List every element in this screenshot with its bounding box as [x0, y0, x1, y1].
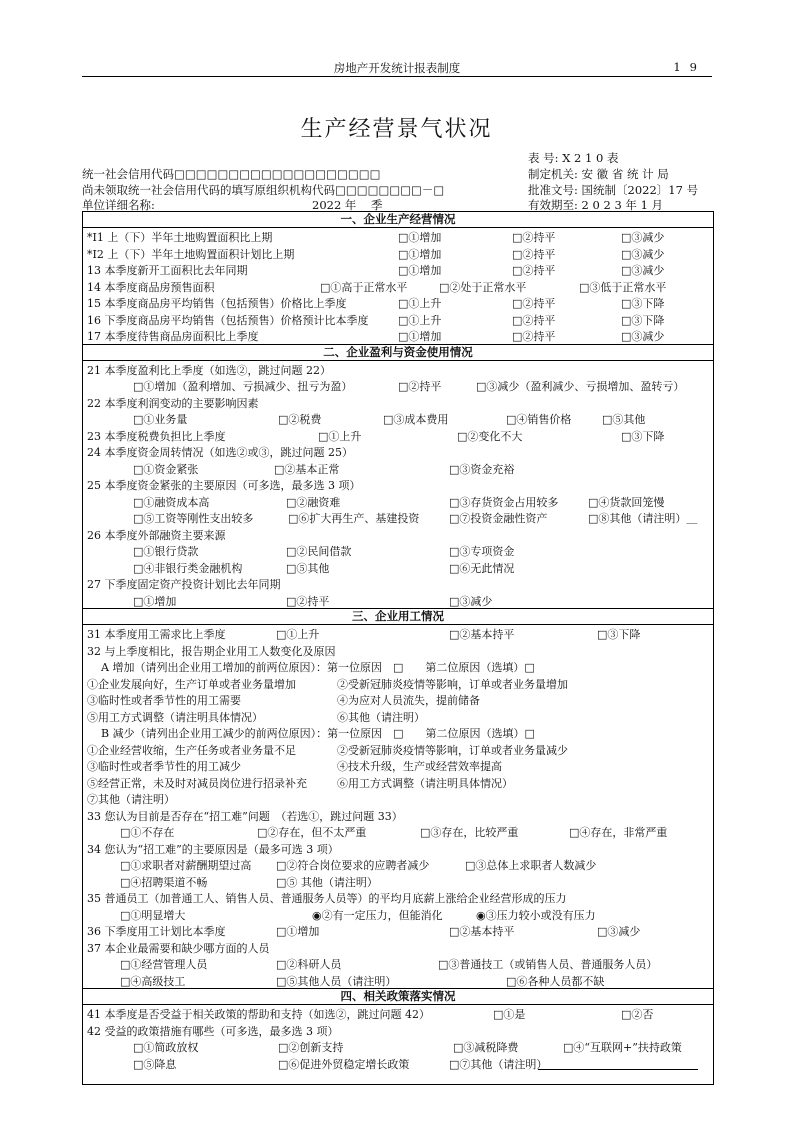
question-row: [83, 245, 713, 262]
question-row: [83, 823, 713, 840]
option-checkbox[interactable]: □②持平: [512, 297, 556, 310]
option-checkbox[interactable]: □①经营管理人员: [120, 958, 208, 971]
option-checkbox[interactable]: □①业务量: [133, 413, 188, 426]
option-checkbox[interactable]: □③减少: [621, 264, 665, 277]
question-text: B 减少（请列出企业用工减少的前两位原因）：第一位原因 □ 第二位原因（选填）□: [101, 727, 535, 740]
question-text: ①企业经营收缩，生产任务或者业务量不足: [87, 743, 296, 757]
option-checkbox[interactable]: ◉③压力较小或没有压力: [476, 908, 596, 922]
question-text: 32 与上季度相比，报告期企业用工人数变化及原因: [87, 644, 336, 658]
question-text: 13 本季度新开工面积比去年同期: [87, 264, 248, 277]
question-row: [83, 294, 713, 311]
question-text: 16 下季度商品房平均销售（包括预售）价格预计比本季度: [87, 313, 369, 327]
option-checkbox[interactable]: □③专项资金: [449, 545, 515, 558]
question-row: [83, 311, 713, 328]
question-text: 17 本季度待售商品房面积比上季度: [87, 330, 259, 343]
option-checkbox[interactable]: □①不存在: [120, 826, 175, 839]
option-checkbox[interactable]: □②持平: [286, 594, 330, 608]
question-row: [83, 708, 713, 725]
option-checkbox[interactable]: □④货款回笼慢: [588, 495, 665, 509]
option-checkbox[interactable]: □②符合岗位要求的应聘者减少: [276, 859, 430, 872]
question-row: [83, 261, 713, 278]
question-row: [83, 741, 713, 758]
question-text: 23 本季度税费负担比上季度: [87, 429, 226, 443]
option-checkbox[interactable]: □②持平: [512, 264, 556, 277]
option-checkbox[interactable]: □③存货资金占用较多: [449, 495, 559, 509]
question-row: [83, 757, 713, 774]
option-checkbox[interactable]: □③减少: [621, 330, 665, 343]
question-row: [83, 955, 713, 972]
questionnaire-table: [82, 211, 714, 1085]
question-text: 27 下季度固定资产投资计划比去年同期: [87, 578, 281, 591]
question-text: ①企业发展向好，生产订单或者业务量增加: [87, 677, 296, 691]
option-checkbox[interactable]: □⑦其他（请注明）: [449, 1057, 548, 1071]
option-checkbox[interactable]: □①求职者对薪酬期望过高: [120, 859, 252, 872]
question-row: [83, 1005, 713, 1022]
question-row: [83, 327, 713, 344]
question-text: ⑥其他（请注明）: [337, 710, 425, 724]
page-number: 19: [673, 60, 706, 74]
question-text: 25 本季度资金紧张的主要原因（可多选，最多选 3 项）: [87, 479, 361, 492]
option-checkbox[interactable]: □②创新支持: [278, 1041, 344, 1054]
option-checkbox[interactable]: □②民间借款: [286, 545, 352, 558]
option-checkbox[interactable]: □②持平: [512, 247, 556, 261]
option-checkbox[interactable]: □⑥扩大再生产、基建投资: [288, 512, 420, 525]
option-checkbox[interactable]: □②处于正常水平: [439, 280, 527, 294]
option-checkbox[interactable]: □③减少（盈利减少、亏损增加、盈转亏）: [476, 380, 685, 393]
questionnaire-rows: [83, 212, 713, 1071]
option-checkbox[interactable]: □④招聘渠道不畅: [120, 875, 208, 889]
question-text: 33 您认为目前是否存在“招工难”问题 （若选①，跳过问题 33）: [87, 809, 403, 823]
header-title: 房地产开发统计报表制度: [333, 61, 461, 75]
credit-code-line: 统一社会信用代码□□□□□□□□□□□□□□□□□□□: [82, 167, 381, 181]
option-checkbox[interactable]: □①增加（盈利增加、亏损减少、扭亏为盈）: [133, 380, 353, 393]
section-heading: 三、企业用工情况: [83, 608, 713, 625]
question-row: [83, 394, 713, 411]
fill-in-line[interactable]: [538, 1059, 698, 1070]
option-checkbox[interactable]: □①明显增大: [120, 908, 186, 922]
question-row: [83, 1022, 713, 1039]
question-text: ⑥用工方式调整（请注明具体情况）: [337, 776, 513, 790]
question-row: [83, 625, 713, 642]
question-text: 31 本季度用工需求比上季度: [87, 628, 226, 641]
question-text: 24 本季度资金周转情况（如选②或③，跳过问题 25）: [87, 446, 353, 459]
question-text: 37 本企业最需要和缺少哪方面的人员: [87, 941, 270, 955]
option-checkbox[interactable]: □①上升: [276, 628, 320, 641]
option-checkbox[interactable]: □②税费: [278, 413, 322, 426]
question-row: [83, 774, 713, 791]
option-checkbox[interactable]: □①上升: [318, 429, 362, 443]
question-text: ②受新冠肺炎疫情等影响，订单或者业务量减少: [337, 743, 568, 757]
question-text: 41 本季度是否受益于相关政策的帮助和支持（如选②，跳过问题 42）: [87, 1008, 430, 1021]
question-row: [83, 493, 713, 510]
option-checkbox[interactable]: □①增加: [398, 231, 442, 244]
option-checkbox[interactable]: □②存在，但不太严重: [257, 826, 367, 839]
option-checkbox[interactable]: □⑥各种人员都不缺: [506, 974, 605, 988]
option-checkbox[interactable]: □②变化不大: [457, 429, 523, 443]
option-checkbox[interactable]: □③成本费用: [383, 413, 449, 426]
question-row: [83, 906, 713, 923]
option-checkbox[interactable]: □①增加: [133, 594, 177, 608]
question-text: ⑤用工方式调整（请注明具体情况）: [87, 710, 263, 724]
option-checkbox[interactable]: □①资金紧张: [133, 462, 199, 476]
option-checkbox[interactable]: □②科研人员: [276, 958, 342, 971]
question-row: [83, 460, 713, 477]
question-text: A 增加（请列出企业用工增加的前两位原因）：第一位原因 □ 第二位原因（选填）□: [101, 661, 535, 674]
option-checkbox[interactable]: □③下降: [621, 313, 665, 327]
question-row: [83, 675, 713, 692]
question-text: 36 下季度用工计划比本季度: [87, 925, 226, 938]
question-text: 14 本季度商品房预售面积: [87, 280, 215, 294]
option-checkbox[interactable]: □①是: [493, 1008, 526, 1021]
option-checkbox[interactable]: □③下降: [621, 297, 665, 310]
option-checkbox[interactable]: □⑦投资金融性资产: [449, 512, 548, 525]
question-row: [83, 427, 713, 444]
question-row: [83, 228, 713, 245]
question-row: [83, 526, 713, 543]
option-checkbox[interactable]: □④存在，非常严重: [569, 826, 668, 839]
question-text: ④为应对人员流失，提前储备: [337, 694, 480, 707]
option-checkbox[interactable]: ◉②有一定压力，但能消化: [312, 908, 443, 922]
option-checkbox[interactable]: □①增加: [398, 264, 442, 277]
question-row: [83, 377, 713, 394]
option-checkbox[interactable]: □②基本持平: [449, 925, 515, 938]
option-checkbox[interactable]: □③减少: [621, 247, 665, 261]
section-heading: 四、相关政策落实情况: [83, 988, 713, 1005]
question-row: [83, 592, 713, 609]
option-checkbox[interactable]: □①增加: [398, 247, 442, 261]
issuing-authority: 制定机关: 安 徽 省 统 计 局: [528, 167, 669, 181]
question-row: [83, 807, 713, 824]
question-text: 34 您认为“招工难”的主要原因是（最多可选 3 项）: [87, 842, 339, 856]
question-text: 15 本季度商品房平均销售（包括预售）价格比上季度: [87, 297, 347, 310]
option-checkbox[interactable]: □⑤工资等刚性支出较多: [133, 512, 254, 525]
question-row: [83, 278, 713, 295]
question-text: ⑤经营正常，未及时对减员岗位进行招录补充: [87, 776, 307, 790]
question-text: *I1 上（下）半年土地购置面积比上期: [87, 231, 273, 244]
question-row: [83, 443, 713, 460]
option-checkbox[interactable]: □③减少: [597, 925, 641, 938]
question-row: [83, 559, 713, 576]
option-checkbox[interactable]: □①融资成本高: [133, 495, 210, 509]
option-checkbox[interactable]: □②持平: [512, 313, 556, 327]
option-checkbox[interactable]: □④“互联网+”扶持政策: [563, 1041, 682, 1054]
option-checkbox[interactable]: □②否: [621, 1008, 654, 1021]
question-text: ③临时性或者季节性的用工需要: [87, 694, 241, 707]
year-quarter: 2022 年 季: [312, 198, 383, 212]
question-row: [83, 972, 713, 989]
unit-name-line: 单位详细名称:: [82, 198, 155, 212]
option-checkbox[interactable]: □④非银行类金融机构: [133, 561, 243, 575]
option-checkbox[interactable]: □⑤其他人员（请注明）: [276, 974, 397, 988]
question-text: *I2 上（下）半年土地购置面积计划比上期: [87, 247, 295, 261]
option-checkbox[interactable]: □①上升: [398, 313, 442, 327]
question-row: [83, 1055, 713, 1072]
option-checkbox[interactable]: □①高于正常水平: [320, 280, 408, 294]
question-text: ②受新冠肺炎疫情等影响，订单或者业务量增加: [337, 677, 568, 691]
question-row: [83, 922, 713, 939]
option-checkbox[interactable]: □⑥促进外贸稳定增长政策: [278, 1057, 410, 1071]
question-row: [83, 939, 713, 956]
option-checkbox[interactable]: □⑤ 其他（请注明）: [276, 875, 378, 889]
option-checkbox[interactable]: □②持平: [512, 231, 556, 244]
option-checkbox[interactable]: □①上升: [398, 297, 442, 310]
question-row: [83, 642, 713, 659]
option-checkbox[interactable]: □③减税降费: [453, 1041, 519, 1054]
option-checkbox[interactable]: □③下降: [597, 628, 641, 641]
question-text: ⑦其他（请注明）: [87, 793, 175, 806]
question-text: 21 本季度盈利比上季度（如选②，跳过问题 22）: [87, 363, 331, 377]
approval-number: 批准文号: 国统制〔2022〕17 号: [528, 183, 699, 197]
option-checkbox[interactable]: □⑤降息: [133, 1057, 177, 1071]
option-checkbox[interactable]: □⑥无此情况: [449, 561, 515, 575]
option-checkbox[interactable]: □⑧其他（请注明）＿: [588, 512, 698, 525]
question-row: [83, 856, 713, 873]
running-header: [82, 60, 712, 77]
option-checkbox[interactable]: □②融资难: [286, 495, 341, 509]
question-text: ④技术升级，生产或经营效率提高: [337, 760, 502, 773]
option-checkbox[interactable]: □③资金充裕: [449, 462, 515, 476]
option-checkbox[interactable]: □⑤其他: [286, 561, 330, 575]
question-text: 22 本季度利润变动的主要影响因素: [87, 396, 259, 410]
question-text: 26 本季度外部融资主要来源: [87, 528, 226, 542]
org-code-line: 尚未领取统一社会信用代码的填写原组织机构代码□□□□□□□□－□: [82, 183, 445, 197]
question-row: [83, 873, 713, 890]
option-checkbox[interactable]: □①简政放权: [133, 1041, 199, 1054]
question-text: 35 普通员工（加普通工人、销售人员、普通服务人员等）的平均月底薪上涨给企业经营形成的压力: [87, 892, 567, 905]
question-row: [83, 724, 713, 741]
question-row: [83, 1038, 713, 1055]
valid-until: 有效期至: 2 0 2 3 年 1 月: [528, 198, 664, 212]
question-row: [83, 575, 713, 592]
option-checkbox[interactable]: □①增加: [398, 330, 442, 343]
question-row: [83, 658, 713, 675]
option-checkbox[interactable]: □②持平: [398, 380, 442, 393]
option-checkbox[interactable]: □④销售价格: [506, 413, 572, 426]
question-row: [83, 889, 713, 906]
option-checkbox[interactable]: □③下降: [621, 429, 665, 443]
form-number: 表 号: X 2 1 0 表: [528, 151, 619, 165]
option-checkbox[interactable]: □⑤其他: [602, 413, 646, 426]
option-checkbox[interactable]: □②基本正常: [274, 462, 340, 476]
question-row: [83, 542, 713, 559]
option-checkbox[interactable]: □③低于正常水平: [579, 280, 667, 294]
option-checkbox[interactable]: □①增加: [276, 925, 320, 938]
option-checkbox[interactable]: □③存在，比较严重: [420, 826, 519, 839]
form-title: 生产经营景气状况: [300, 117, 493, 142]
option-checkbox[interactable]: □③减少: [449, 594, 493, 608]
option-checkbox[interactable]: □③总体上求职者人数减少: [465, 859, 597, 872]
option-checkbox[interactable]: □①银行贷款: [133, 545, 199, 558]
section-heading: 二、企业盈利与资金使用情况: [83, 344, 713, 361]
question-row: [83, 476, 713, 493]
section-heading: 一、企业生产经营情况: [83, 212, 713, 228]
option-checkbox[interactable]: □③普通技工（或销售人员、普通服务人员）: [438, 958, 658, 971]
question-row: [83, 840, 713, 857]
option-checkbox[interactable]: □③减少: [621, 231, 665, 244]
option-checkbox[interactable]: □②基本持平: [449, 628, 515, 641]
question-row: [83, 410, 713, 427]
option-checkbox[interactable]: □④高级技工: [120, 974, 186, 988]
question-row: [83, 509, 713, 526]
question-row: [83, 361, 713, 378]
question-text: ③临时性或者季节性的用工减少: [87, 760, 241, 773]
question-row: [83, 790, 713, 807]
option-checkbox[interactable]: □②持平: [512, 330, 556, 343]
question-row: [83, 691, 713, 708]
question-text: 42 受益的政策措施有哪些（可多选，最多选 3 项）: [87, 1024, 339, 1038]
